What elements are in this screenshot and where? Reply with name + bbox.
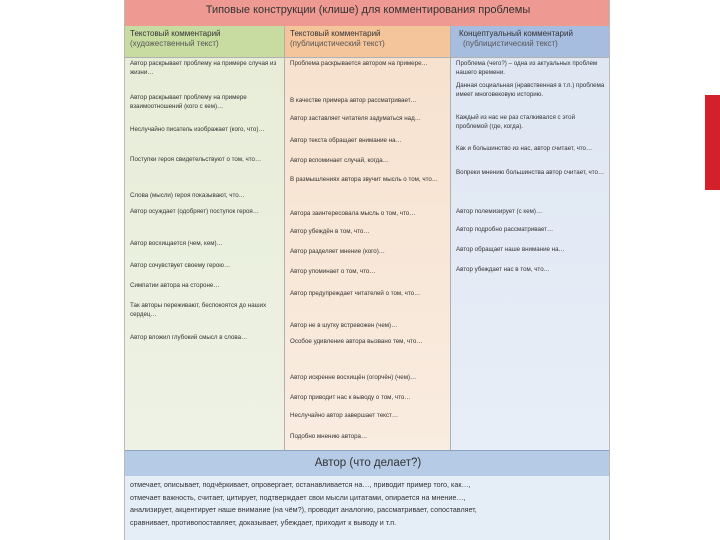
list-item: Автор заставляет читателя задуматься над…: [290, 115, 421, 122]
list-item: Автор текста обращает внимание на…: [290, 137, 402, 144]
list-item: Автор подробно рассматривает…: [456, 226, 554, 233]
list-item: Симпатии автора на стороне…: [130, 282, 220, 289]
list-item: Автор вспоминает случай, когда…: [290, 157, 389, 164]
list-item: Поступки героя свидетельствуют о том, что…: [130, 156, 262, 163]
column-subheading: (художественный текст): [130, 39, 219, 48]
list-item: Автор не в шутку встревожен (чем)…: [290, 322, 398, 329]
list-item: Автор приводит нас к выводу о том, что…: [290, 394, 411, 401]
table-title: Типовые конструкции (клише) для комментирования проблемы: [125, 0, 610, 27]
list-item: Автор осуждает (одобряет) поступок героя…: [130, 208, 259, 215]
list-item: Подобно мнению автора…: [290, 433, 368, 440]
list-item: Автор разделяет мнение (кого)…: [290, 248, 385, 255]
text-line: сравнивает, противопоставляет, доказывает, убеждает, приходит к выводу и т.п.: [130, 517, 397, 527]
list-item: Автор убеждён в том, что…: [290, 228, 370, 235]
list-item: Автор предупреждает читателей о том, что…: [290, 290, 421, 297]
text-line: отмечает, описывает, подчёркивает, опровергает, останавливается на…, приводит пример того, как…,: [130, 480, 471, 489]
list-item: Проблема раскрывается автором на примере…: [290, 60, 428, 67]
list-item: Автор обращает наше внимание на…: [456, 246, 565, 253]
text-line: анализирует, акцентирует наше внимание (на чём?), проводит аналогию, рассматривает, сопоставляет,: [130, 505, 477, 514]
column-subheading: (публицистический текст): [290, 39, 385, 48]
red-accent-bar: [705, 95, 720, 190]
list-item: Автор раскрывает проблему на примере взаимоотношений (кого с кем)…: [130, 94, 247, 110]
column-header: [285, 26, 450, 58]
list-item: Автор искренне восхищён (огорчён) (чем)…: [290, 374, 417, 381]
list-item: Проблема (чего?) – одна из актуальных проблем нашего времени.: [456, 60, 598, 76]
column-heading: Текстовый комментарий: [290, 29, 381, 38]
column-heading: Текстовый комментарий: [130, 29, 221, 38]
author-actions-heading: Автор (что делает?): [125, 450, 610, 478]
column-header: [125, 26, 284, 58]
list-item: Неслучайно автор завершает текст…: [290, 412, 399, 419]
list-item: Автор полемизирует (с кем)…: [456, 208, 543, 215]
list-item: Автор раскрывает проблему на примере случая из жизни…: [130, 60, 277, 76]
list-item: Так авторы переживают, беспокоятся до наших сердец…: [130, 302, 267, 318]
list-item: Как и большинство из нас, автор считает, что…: [456, 145, 593, 152]
text-line: отмечает важность, считает, цитирует, подтверждает свои мысли цитатами, опирается на мнение…,: [130, 492, 466, 502]
column-artistic-comment: [125, 26, 285, 450]
list-item: Автора заинтересовала мысль о том, что…: [290, 210, 416, 217]
author-actions-text: [125, 476, 610, 540]
column-subheading: (публицистический текст): [463, 39, 558, 48]
list-item: Автор сочувствует своему герою…: [130, 262, 231, 269]
column-heading: Концептуальный комментарий: [459, 29, 573, 38]
column-conceptual-comment: [451, 26, 610, 450]
column-header: [451, 26, 610, 58]
list-item: В качестве примера автор рассматривает…: [290, 97, 417, 104]
list-item: В размышлениях автора звучит мысль о том, что…: [290, 176, 438, 183]
column-publicistic-comment: [285, 26, 451, 450]
list-item: Автор вложил глубокий смысл в слова…: [130, 334, 248, 341]
list-item: Особое удивление автора вызвано тем, что…: [290, 338, 423, 345]
list-item: Автор убеждает нас в том, что…: [456, 266, 550, 273]
list-item: Данная социальная (нравственная в т.п.) проблема имеет многовековую историю.: [456, 82, 605, 98]
list-item: Неслучайно писатель изображает (кого, что)…: [130, 126, 265, 133]
list-item: Автор восхищается (чем, кем)…: [130, 240, 223, 247]
list-item: Автор упоминает о том, что…: [290, 268, 376, 275]
document-page: [124, 0, 610, 540]
list-item: Каждый из нас не раз сталкивался с этой проблемой (где, когда).: [456, 114, 576, 130]
list-item: Слова (мысли) героя показывают, что…: [130, 192, 245, 199]
list-item: Вопреки мнению большинства автор считает, что…: [456, 169, 605, 176]
